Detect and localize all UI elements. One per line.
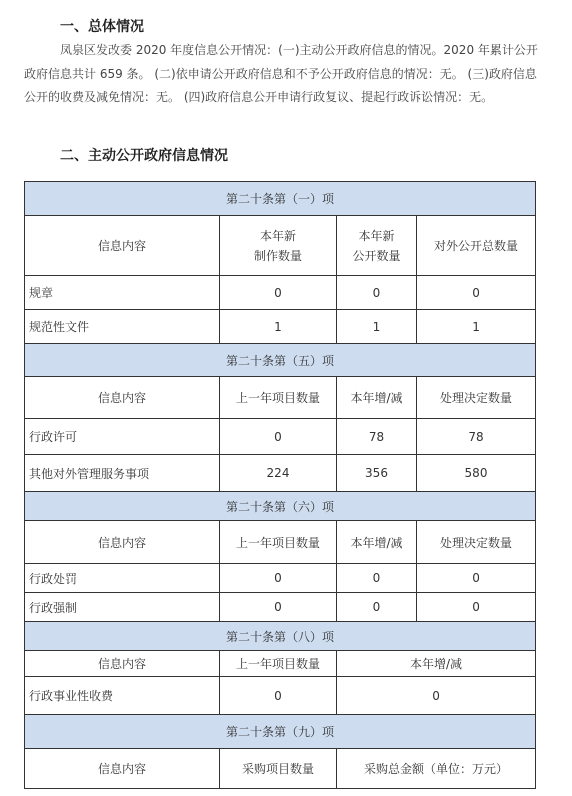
header-decisions: 处理决定数量	[417, 377, 536, 419]
row-label: 行政处罚	[25, 564, 220, 593]
row-value: 0	[220, 276, 337, 310]
row-value: 0	[417, 593, 536, 622]
header-new-published-line2: 公开数量	[352, 248, 401, 263]
row-value: 0	[417, 564, 536, 593]
row-label: 规范性文件	[25, 310, 220, 344]
header-change: 本年增/减	[337, 651, 536, 677]
disclosure-table	[24, 181, 536, 789]
header-new-made	[220, 216, 337, 276]
header-content: 信息内容	[25, 216, 220, 276]
section-heading-proactive: 二、主动公开政府信息情况	[60, 148, 228, 164]
table-row	[25, 276, 536, 310]
section-heading-overview: 一、总体情况	[60, 19, 144, 35]
row-label: 行政强制	[25, 593, 220, 622]
header-content: 信息内容	[25, 377, 220, 419]
row-value: 78	[337, 419, 417, 455]
header-procurement-amount: 采购总金额（单位：万元）	[337, 749, 536, 789]
header-change: 本年增/减	[337, 377, 417, 419]
section-title-8: 第二十条第（八）项	[25, 622, 536, 651]
table-row	[25, 677, 536, 715]
header-decisions: 处理决定数量	[417, 521, 536, 564]
table-row	[25, 455, 536, 492]
table-row	[25, 593, 536, 622]
row-value: 1	[220, 310, 337, 344]
row-value: 224	[220, 455, 337, 492]
row-value: 356	[337, 455, 417, 492]
header-new-published-line1: 本年新	[358, 228, 395, 243]
row-value: 0	[220, 593, 337, 622]
row-value: 580	[417, 455, 536, 492]
header-content: 信息内容	[25, 749, 220, 789]
header-content: 信息内容	[25, 651, 220, 677]
row-value: 1	[337, 310, 417, 344]
row-value: 0	[417, 276, 536, 310]
header-procurement-count: 采购项目数量	[220, 749, 337, 789]
header-previous-year: 上一年项目数量	[220, 521, 337, 564]
summary-paragraph: 凤泉区发改委 2020 年度信息公开情况：(一)主动公开政府信息的情况。2020 年累计公开政府信息共计 659 条。 (二)依申请公开政府信息和不予公开政府信息的情况：无。 (三)政府信息公开的收费及减免情况：无。 (四)政府信息公开申请行政复议、提起行政诉讼情况：无。	[24, 43, 538, 104]
section-title-9: 第二十条第（九）项	[25, 715, 536, 749]
section-title-5: 第二十条第（五）项	[25, 344, 536, 377]
row-value: 78	[417, 419, 536, 455]
table-row	[25, 564, 536, 593]
row-value: 1	[417, 310, 536, 344]
header-change: 本年增/减	[337, 521, 417, 564]
row-label: 规章	[25, 276, 220, 310]
row-label: 其他对外管理服务事项	[25, 455, 220, 492]
row-value: 0	[337, 564, 417, 593]
header-new-published	[337, 216, 417, 276]
row-value: 0	[337, 593, 417, 622]
table-row	[25, 310, 536, 344]
row-label: 行政许可	[25, 419, 220, 455]
header-content: 信息内容	[25, 521, 220, 564]
row-value: 0	[220, 677, 337, 715]
row-label: 行政事业性收费	[25, 677, 220, 715]
row-value: 0	[220, 419, 337, 455]
header-new-made-line2: 制作数量	[253, 248, 302, 263]
section-title-1: 第二十条第（一）项	[25, 182, 536, 216]
row-value: 0	[337, 677, 536, 715]
row-value: 0	[337, 276, 417, 310]
header-total-published: 对外公开总数量	[417, 216, 536, 276]
header-new-made-line1: 本年新	[259, 228, 296, 243]
section-title-6: 第二十条第（六）项	[25, 492, 536, 521]
header-previous-year: 上一年项目数量	[220, 651, 337, 677]
row-value: 0	[220, 564, 337, 593]
table-row	[25, 419, 536, 455]
header-previous-year: 上一年项目数量	[220, 377, 337, 419]
